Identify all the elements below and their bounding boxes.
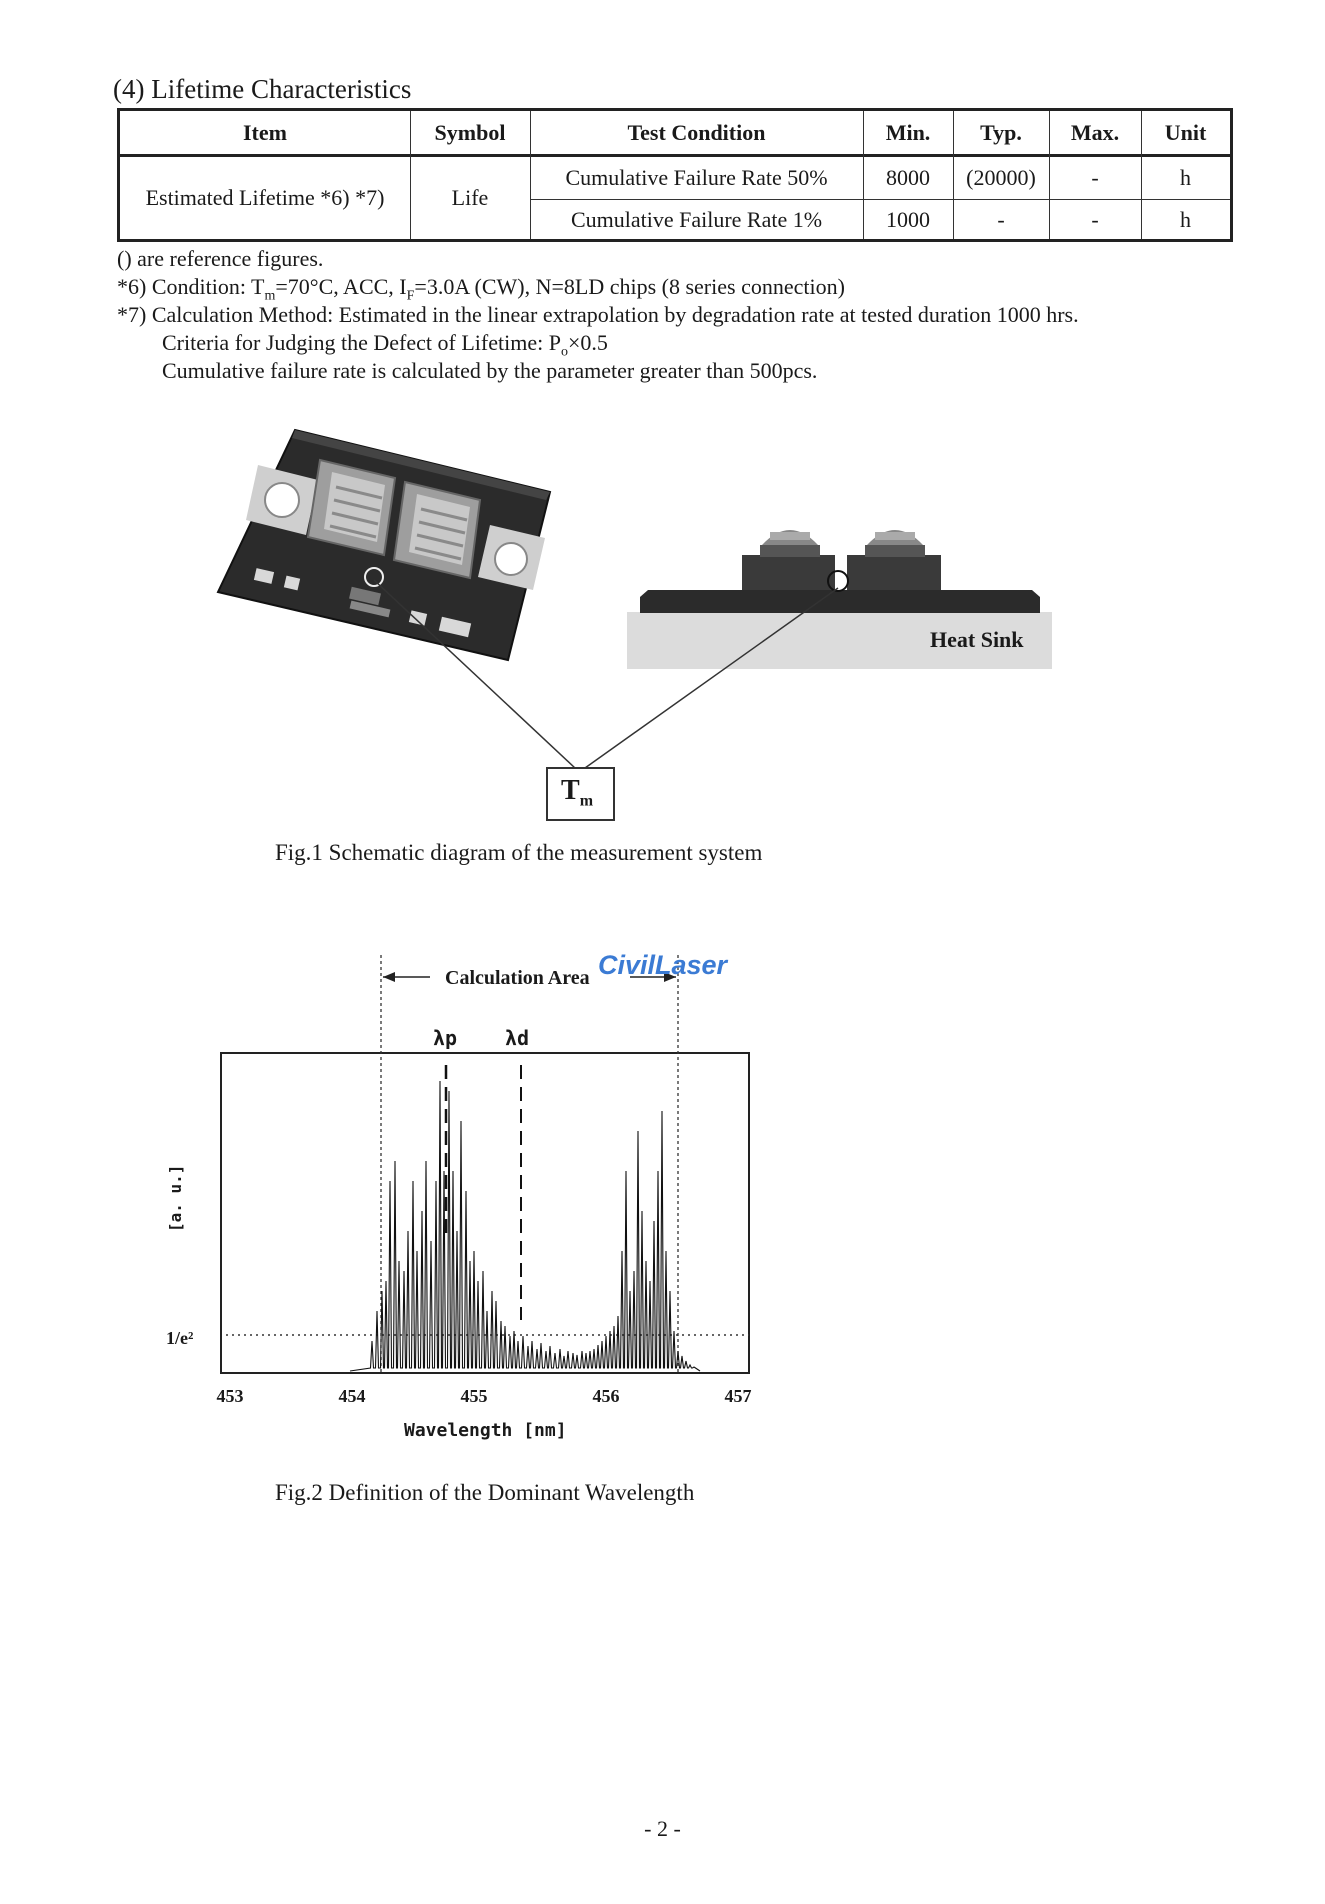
x-tick-label: 457 bbox=[724, 1386, 752, 1406]
fig1-caption: Fig.1 Schematic diagram of the measurement system bbox=[275, 840, 763, 865]
x-tick-label: 456 bbox=[592, 1386, 620, 1406]
y-axis-label: [a. u.] bbox=[166, 1164, 185, 1232]
tm-label-t: T bbox=[561, 775, 580, 806]
row2-max: - bbox=[1091, 206, 1099, 232]
note-6-prefix: *6) Condition: T bbox=[117, 274, 265, 299]
note-6-mid: =70°C, ACC, I bbox=[275, 274, 407, 299]
lambda-d-label: λd bbox=[505, 1026, 530, 1050]
row1-min: 8000 bbox=[886, 165, 930, 190]
row1-unit: h bbox=[1180, 165, 1191, 190]
heat-sink-label: Heat Sink bbox=[930, 627, 1024, 652]
fig2-spectrum-chart bbox=[0, 940, 800, 1460]
ld-module-illustration bbox=[218, 430, 550, 660]
row2-condition: Cumulative Failure Rate 1% bbox=[570, 206, 823, 232]
tm-label-sub: m bbox=[579, 792, 594, 810]
row1-typ: (20000) bbox=[966, 165, 1036, 190]
note-criteria-prefix: Criteria for Judging the Defect of Lifetime: P bbox=[162, 330, 561, 355]
row2-unit: h bbox=[1180, 206, 1191, 232]
x-tick-label: 455 bbox=[460, 1386, 488, 1406]
row2-min: 1000 bbox=[886, 206, 930, 232]
note-criteria-sub: o bbox=[560, 344, 568, 360]
x-tick-label: 453 bbox=[216, 1386, 244, 1406]
header-test-condition: Test Condition bbox=[627, 119, 766, 145]
cell-symbol: Life bbox=[451, 185, 489, 210]
note-6-rest: =3.0A (CW), N=8LD chips (8 series connection) bbox=[414, 274, 845, 299]
note-reference: () are reference figures. bbox=[117, 246, 324, 271]
x-axis-label: Wavelength [nm] bbox=[404, 1420, 567, 1441]
row1-condition: Cumulative Failure Rate 50% bbox=[565, 165, 828, 190]
fig2-caption: Fig.2 Definition of the Dominant Wavelength bbox=[275, 1480, 695, 1505]
spectrum-line bbox=[350, 1081, 700, 1371]
note-cumulative: Cumulative failure rate is calculated by the parameter greater than 500pcs. bbox=[162, 358, 818, 383]
threshold-label: 1/e² bbox=[166, 1328, 194, 1348]
note-6-sub-m: m bbox=[264, 288, 276, 304]
header-max: Max. bbox=[1070, 119, 1120, 145]
row2-typ: - bbox=[997, 206, 1005, 232]
x-tick-label: 454 bbox=[338, 1386, 366, 1406]
section-title: (4) Lifetime Characteristics bbox=[113, 74, 412, 104]
header-typ: Typ. bbox=[980, 119, 1022, 145]
note-criteria-rest: ×0.5 bbox=[567, 330, 608, 355]
page-number: - 2 - bbox=[644, 1816, 681, 1841]
lambda-p-label: λp bbox=[433, 1026, 458, 1050]
header-item: Item bbox=[243, 119, 287, 145]
calc-area-label: Calculation Area bbox=[445, 967, 590, 989]
calc-area-arrow-left-head bbox=[383, 972, 395, 982]
fig1-diagram bbox=[0, 0, 1325, 900]
tm-label bbox=[561, 775, 593, 811]
header-symbol: Symbol bbox=[434, 119, 506, 145]
watermark-logo: CivilLaser bbox=[598, 950, 728, 980]
note-7: *7) Calculation Method: Estimated in the linear extrapolation by degradation rate at tested duration 1000 hrs. bbox=[117, 302, 1079, 327]
cell-item: Estimated Lifetime *6) *7) bbox=[145, 185, 385, 210]
note-6-sub-f: F bbox=[406, 288, 415, 304]
header-unit: Unit bbox=[1164, 119, 1207, 145]
row1-max: - bbox=[1091, 165, 1099, 190]
header-min: Min. bbox=[885, 119, 931, 145]
